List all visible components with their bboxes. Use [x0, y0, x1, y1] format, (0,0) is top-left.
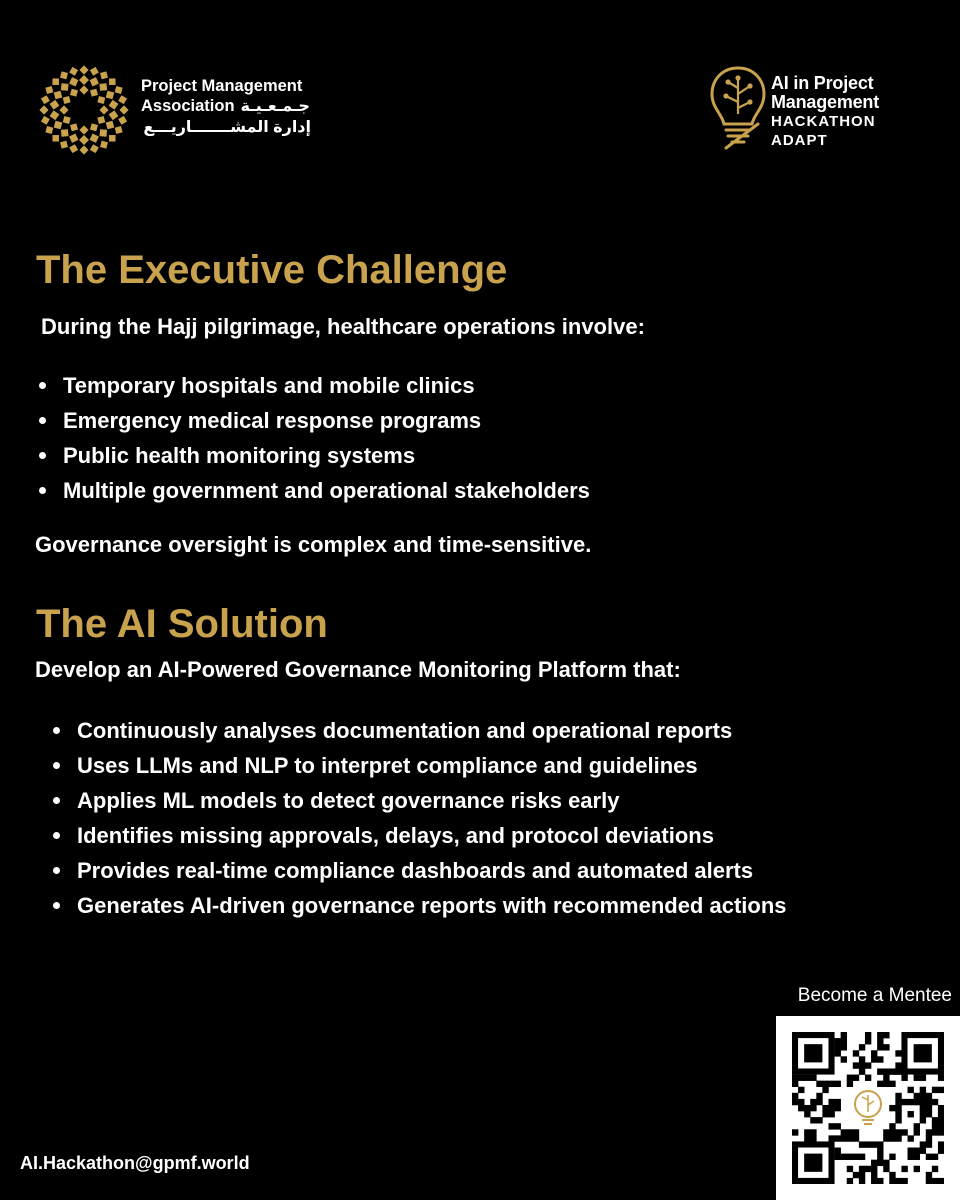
pma-arabic-line2: إدارة المشـــــــاريـــع [143, 119, 311, 136]
list-item: Public health monitoring systems [35, 438, 590, 473]
list-item: Generates AI-driven governance reports with recommended actions [49, 888, 787, 923]
list-item: Uses LLMs and NLP to interpret compliance and guidelines [49, 748, 787, 783]
hackathon-line4: ADAPT [771, 132, 828, 149]
list-item: Identifies missing approvals, delays, and protocol deviations [49, 818, 787, 853]
solution-intro: Develop an AI-Powered Governance Monitoring Platform that: [35, 657, 681, 682]
list-item: Multiple government and operational stakeholders [35, 473, 590, 508]
hackathon-line3: HACKATHON [771, 113, 876, 130]
pma-wordmark [141, 76, 311, 139]
challenge-intro: During the Hajj pilgrimage, healthcare operations involve: [41, 314, 645, 339]
email-link[interactable]: AI.Hackathon@gpmf.world [20, 1153, 250, 1173]
list-item: Applies ML models to detect governance risks early [49, 783, 787, 818]
hackathon-line2: Management [771, 92, 880, 112]
become-mentee-label: Become a Mentee [797, 985, 952, 1006]
pma-name-line2: Association [141, 97, 235, 115]
pma-arabic-line1: جـمـعـيـة [240, 98, 310, 115]
challenge-title: The Executive Challenge [36, 248, 508, 292]
list-item: Provides real-time compliance dashboards and automated alerts [49, 853, 787, 888]
challenge-closing: Governance oversight is complex and time-sensitive. [35, 532, 592, 557]
hackathon-wordmark [771, 74, 879, 150]
hackathon-line1: AI in Project [771, 73, 874, 93]
list-item: Continuously analyses documentation and operational reports [49, 713, 787, 748]
challenge-list [35, 368, 590, 508]
lightbulb-circuit-icon [708, 64, 768, 150]
solution-title: The AI Solution [36, 602, 328, 646]
qr-code-icon [792, 1032, 944, 1184]
list-item: Temporary hospitals and mobile clinics [35, 368, 590, 403]
pma-name-line1: Project Management [141, 77, 303, 95]
list-item: Emergency medical response programs [35, 403, 590, 438]
pma-starburst-icon [36, 62, 132, 158]
qr-code[interactable] [776, 1016, 960, 1200]
solution-list [49, 713, 787, 923]
